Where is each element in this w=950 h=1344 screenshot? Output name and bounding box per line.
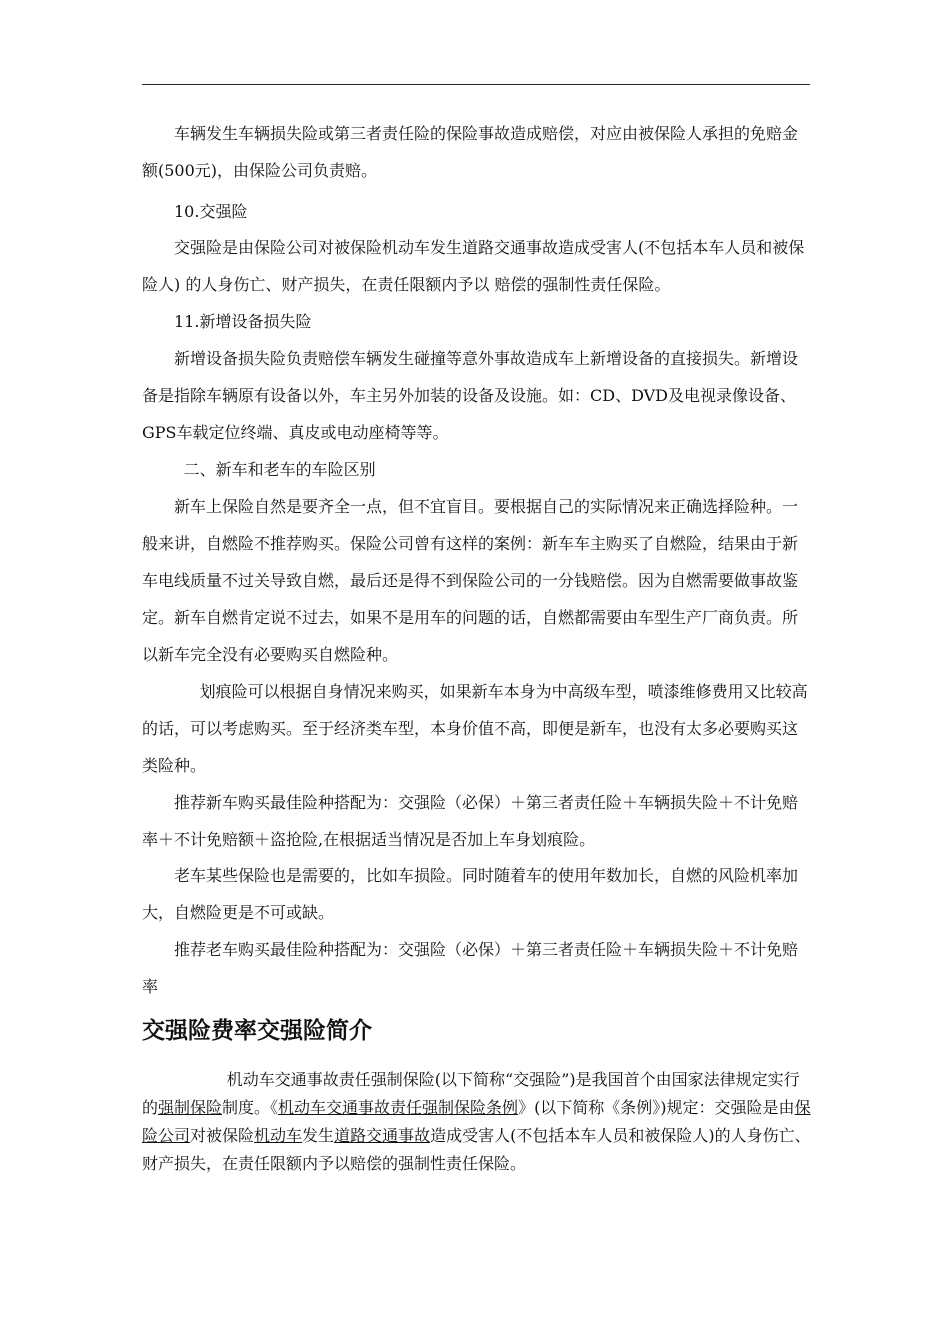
intro-text-5: 发生 <box>302 1126 335 1145</box>
header-rule <box>142 84 810 85</box>
item-heading-11: 11.新增设备损失险 <box>174 312 312 331</box>
item-heading-10: 10.交强险 <box>174 202 248 221</box>
intro-text-2: 制度。《 <box>222 1098 279 1117</box>
paragraph-deductible: 车辆发生车辆损失险或第三者责任险的保险事故造成赔偿，对应由被保险人承担的免赔金额(500元)，由保险公司负责赔。 <box>142 124 799 180</box>
paragraph-scratch-insurance: 划痕险可以根据自身情况来购买，如果新车本身为中高级车型，喷漆维修费用又比较高的话，可以考虑购买。至于经济类车型，本身价值不高，即便是新车，也没有太多必要购买这类险种。 <box>142 682 808 775</box>
paragraph-intro <box>142 1066 812 1178</box>
intro-text-1: 机动车交通事故责任强制保险(以下简称“交强险”)是我国首个由国家法律规定实行的 <box>142 1070 800 1117</box>
intro-text-3: 》(以下简称《条例》)规定：交强险是由 <box>518 1098 795 1117</box>
intro-text-4: 对被保险 <box>190 1126 255 1145</box>
intro-text-6: 造成受害人(不包括本车人员和被保险人)的人身伤亡、财产损失，在责任限额内予以赔偿的强制性责任保险。 <box>142 1126 811 1173</box>
section-title: 交强险费率交强险简介 <box>142 1018 372 1044</box>
paragraph-new-car: 新车上保险自然是要齐全一点，但不宜盲目。要根据自己的实际情况来正确选择险种。一般来讲，自燃险不推荐购买。保险公司曾有这样的案例：新车车主购买了自燃险，结果由于新车电线质量不过关导致自燃，最后还是得不到保险公司的一分钱赔偿。因为自燃需要做事故鉴定。新车自燃肯定说不过去，如果不是用车的问题的话，自燃都需要由车型生产厂商负责。所以新车完全没有必要购买自燃险种。 <box>142 497 799 664</box>
paragraph-new-equipment: 新增设备损失险负责赔偿车辆发生碰撞等意外事故造成车上新增设备的直接损失。新增设备是指除车辆原有设备以外，车主另外加装的设备及设施。如：CD、DVD及电视录像设备、GPS车载定位终端、真皮或电动座椅等等。 <box>142 349 799 442</box>
section-heading-two: 二、新车和老车的车险区别 <box>183 460 376 479</box>
link-compulsory-insurance[interactable]: 强制保险 <box>158 1098 223 1117</box>
paragraph-old-car: 老车某些保险也是需要的，比如车损险。同时随着车的使用年数加长，自燃的风险机率加大，自燃险更是不可或缺。 <box>142 866 799 922</box>
link-motor-vehicle[interactable]: 机动车 <box>254 1126 303 1145</box>
paragraph-compulsory-insurance: 交强险是由保险公司对被保险机动车发生道路交通事故造成受害人(不包括本车人员和被保险人) 的人身伤亡、财产损失，在责任限额内予以 赔偿的强制性责任保险。 <box>142 238 805 294</box>
link-road-accident[interactable]: 道路交通事故 <box>334 1126 431 1145</box>
link-insurance-company[interactable]: 保险公司 <box>142 1098 811 1145</box>
link-regulation[interactable]: 机动车交通事故责任强制保险条例 <box>278 1098 519 1117</box>
paragraph-new-car-recommendation: 推荐新车购买最佳险种搭配为：交强险（必保）＋第三者责任险＋车辆损失险＋不计免赔率＋不计免赔额＋盗抢险,在根据适当情况是否加上车身划痕险。 <box>142 793 799 849</box>
paragraph-old-car-recommendation: 推荐老车购买最佳险种搭配为：交强险（必保）＋第三者责任险＋车辆损失险＋不计免赔率 <box>142 940 799 996</box>
